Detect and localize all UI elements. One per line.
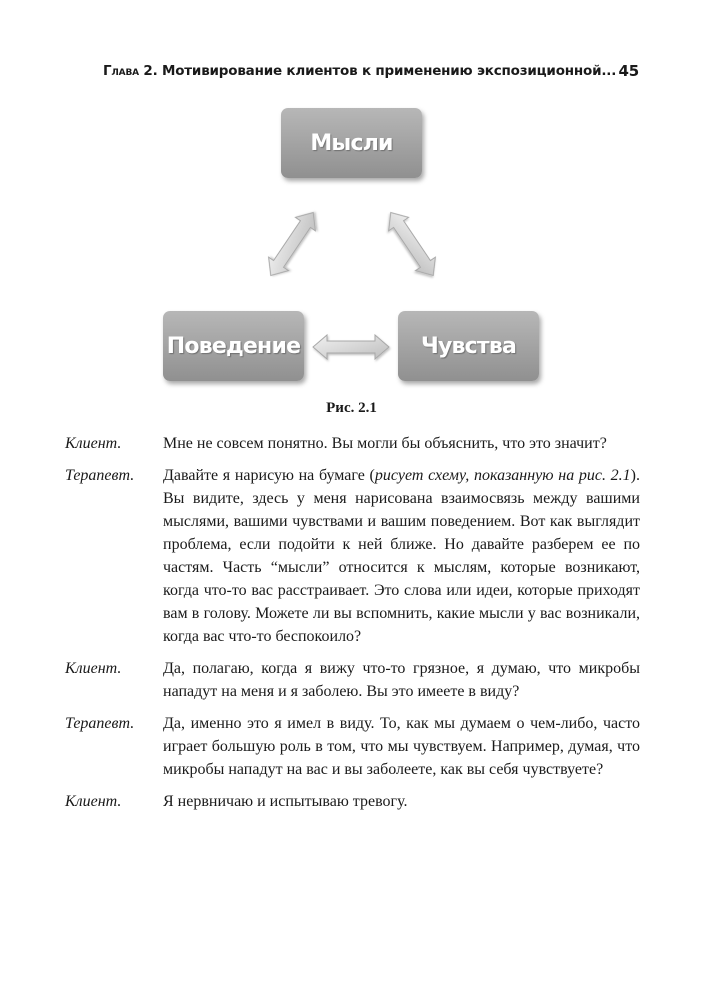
chapter-word: Глава	[103, 63, 139, 79]
node-thoughts: Мысли	[281, 108, 422, 178]
dialog	[65, 432, 640, 822]
speaker-label: Клиент.	[65, 660, 122, 677]
dialog-entry	[65, 790, 640, 813]
speaker-label: Терапевт.	[65, 467, 135, 484]
stage-direction: рисует схему, показанную на рис. 2.1	[374, 467, 631, 484]
speech-text: Я нервничаю и испытываю тревогу.	[163, 793, 408, 810]
node-feelings: Чувства	[398, 311, 539, 381]
arrow-thoughts-behavior	[261, 206, 323, 282]
page-number: 45	[618, 62, 639, 80]
speech-text: Давайте я нарисую на бумаге (рисует схему, показанную на рис. 2.1). Вы видите, здесь у меня нарисована взаимосвязь между вашими мыслями, вашими чувствами и вашим поведением. Вот как выглядит проблема, если подойти к ней ближе. Но давайте разберем ее по частям. Часть “мысли” относится к мыслям, которые возникают, когда что-то вас расстраивает. Это слова или идеи, которые приходят вам в голову. Можете ли вы вспомнить, какие мысли у вас возникали, когда вас что-то беспокоило?	[163, 467, 640, 645]
speech-text: Мне не совсем понятно. Вы могли бы объяснить, что это значит?	[163, 435, 607, 452]
figure-arrows	[0, 0, 703, 400]
dialog-entry	[65, 657, 640, 703]
figure-2-1	[0, 0, 703, 400]
speech-text: Да, полагаю, когда я вижу что-то грязное, я думаю, что микробы нападут на меня и я заболею. Вы это имеете в виду?	[163, 660, 640, 700]
chapter-title-text: 2. Мотивирование клиентов к применению экспозиционной...	[138, 63, 617, 79]
arrow-thoughts-feelings	[381, 206, 443, 282]
speaker-label: Клиент.	[65, 793, 122, 810]
speaker-label: Клиент.	[65, 435, 122, 452]
speaker-label: Терапевт.	[65, 715, 135, 732]
dialog-entry	[65, 464, 640, 648]
speech-text: Да, именно это я имел в виду. То, как мы думаем о чем-либо, часто играет большую роль в том, что мы чувствуем. Например, думая, что микробы нападут на вас и вы заболеете, как вы себя чувствуете?	[163, 715, 640, 778]
dialog-entry	[65, 712, 640, 781]
arrow-behavior-feelings	[313, 335, 389, 359]
dialog-entry	[65, 432, 640, 455]
node-behavior: Поведение	[163, 311, 304, 381]
figure-caption: Рис. 2.1	[326, 400, 377, 416]
